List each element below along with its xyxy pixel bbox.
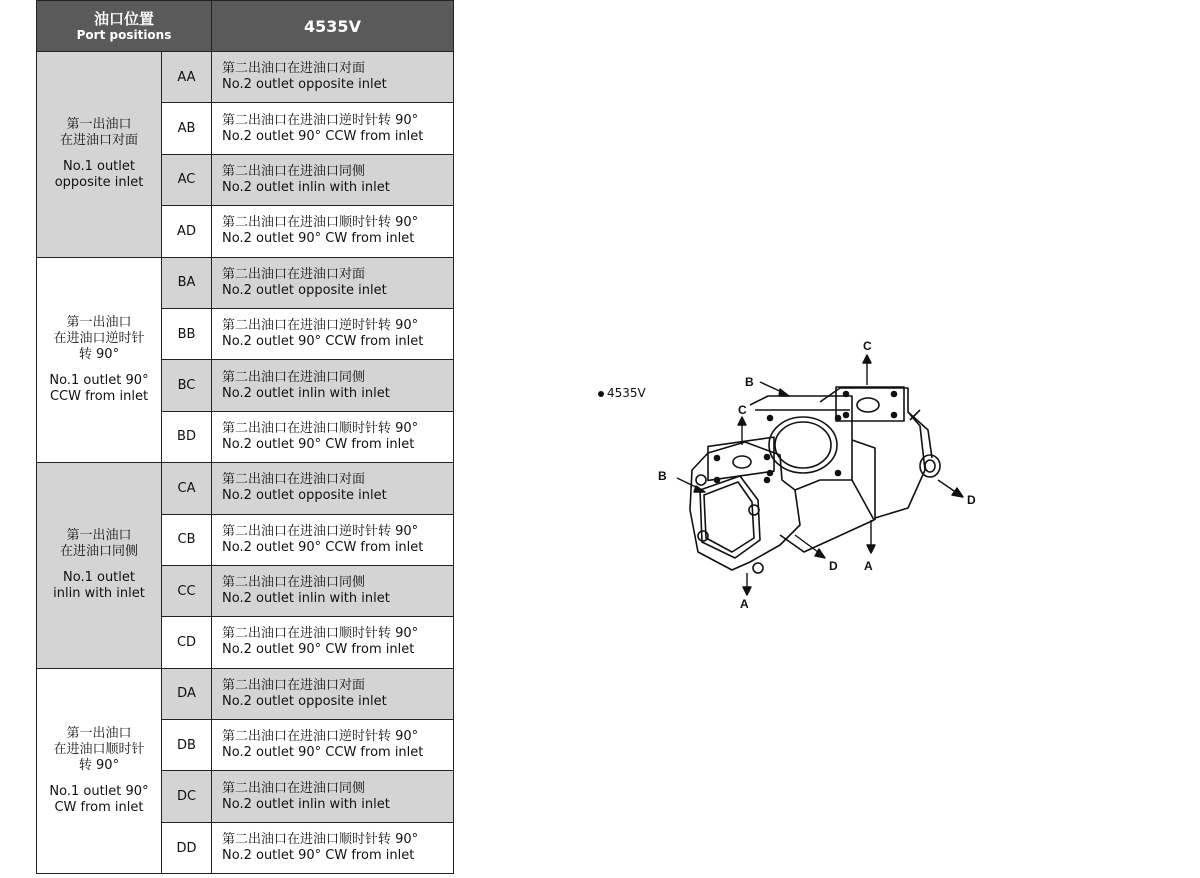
- header-model: 4535V: [212, 1, 454, 52]
- port-code: AB: [162, 103, 212, 154]
- description-en: No.2 outlet 90° CW from inlet: [222, 848, 415, 864]
- port-code: CC: [162, 565, 212, 616]
- pump-diagram: [590, 330, 1000, 620]
- port-description: [212, 514, 454, 565]
- header-port-positions: [37, 1, 212, 52]
- description-en: No.2 outlet 90° CW from inlet: [222, 231, 415, 247]
- port-positions-table: [36, 0, 454, 874]
- group-cell: [37, 52, 162, 258]
- port-description: [212, 565, 454, 616]
- description-en: No.2 outlet opposite inlet: [222, 488, 387, 504]
- description-zh: 第二出油口在进油口同侧: [222, 163, 366, 179]
- description-zh: 第二出油口在进油口顺时针转 90°: [222, 832, 419, 848]
- group-cell: [37, 668, 162, 874]
- port-code: BD: [162, 411, 212, 462]
- description-en: No.2 outlet inlin with inlet: [222, 591, 390, 607]
- port-code: CD: [162, 617, 212, 668]
- port-code: BC: [162, 360, 212, 411]
- description-zh: 第二出油口在进油口同侧: [222, 369, 366, 385]
- group-label-en: No.1 outlet opposite inlet: [54, 159, 144, 191]
- port-description: [212, 668, 454, 719]
- port-description: [212, 720, 454, 771]
- port-description: [212, 103, 454, 154]
- group-label-en: No.1 outlet 90° CCW from inlet: [49, 372, 149, 404]
- port-code: BB: [162, 308, 212, 359]
- port-description: [212, 411, 454, 462]
- group-label-zh: 第一出油口 在进油口同侧: [59, 528, 138, 560]
- label-b-front: B: [658, 469, 667, 483]
- description-en: No.2 outlet 90° CW from inlet: [222, 642, 415, 658]
- port-description: [212, 617, 454, 668]
- description-en: No.2 outlet 90° CCW from inlet: [222, 745, 424, 761]
- port-description: [212, 308, 454, 359]
- description-zh: 第二出油口在进油口对面: [222, 61, 366, 77]
- label-d-rear: D: [967, 493, 976, 507]
- table-row: [37, 668, 454, 719]
- description-zh: 第二出油口在进油口对面: [222, 266, 366, 282]
- group-label-en: No.1 outlet inlin with inlet: [53, 570, 145, 602]
- description-zh: 第二出油口在进油口对面: [222, 677, 366, 693]
- port-description: [212, 154, 454, 205]
- group-label-zh: 第一出油口 在进油口逆时针 转 90°: [53, 314, 145, 362]
- description-zh: 第二出油口在进油口逆时针转 90°: [222, 112, 419, 128]
- description-en: No.2 outlet inlin with inlet: [222, 179, 390, 195]
- description-zh: 第二出油口在进油口逆时针转 90°: [222, 318, 419, 334]
- header-title-zh: 油口位置: [93, 9, 154, 28]
- group-cell: [37, 257, 162, 463]
- port-code: AC: [162, 154, 212, 205]
- port-code: CB: [162, 514, 212, 565]
- port-description: [212, 360, 454, 411]
- port-code: AA: [162, 52, 212, 103]
- group-label-zh: 第一出油口 在进油口顺时针 转 90°: [53, 725, 145, 773]
- label-c-rear: C: [863, 339, 872, 353]
- group-label-en: No.1 outlet 90° CW from inlet: [49, 783, 149, 815]
- model-label-text: 4535V: [607, 386, 646, 400]
- description-en: No.2 outlet opposite inlet: [222, 693, 387, 709]
- description-en: No.2 outlet 90° CW from inlet: [222, 436, 415, 452]
- port-code: DA: [162, 668, 212, 719]
- description-zh: 第二出油口在进油口顺时针转 90°: [222, 420, 419, 436]
- port-description: [212, 257, 454, 308]
- description-en: No.2 outlet 90° CCW from inlet: [222, 539, 424, 555]
- description-zh: 第二出油口在进油口顺时针转 90°: [222, 215, 419, 231]
- header-title-en: Port positions: [76, 27, 172, 42]
- table-row: [37, 463, 454, 514]
- description-en: No.2 outlet inlin with inlet: [222, 385, 390, 401]
- label-c-front: C: [738, 403, 747, 417]
- port-description: [212, 771, 454, 822]
- label-a-rear: A: [864, 559, 873, 573]
- description-zh: 第二出油口在进油口逆时针转 90°: [222, 729, 419, 745]
- description-zh: 第二出油口在进油口对面: [222, 472, 366, 488]
- description-zh: 第二出油口在进油口顺时针转 90°: [222, 626, 419, 642]
- port-code: CA: [162, 463, 212, 514]
- description-en: No.2 outlet 90° CCW from inlet: [222, 334, 424, 350]
- description-en: No.2 outlet opposite inlet: [222, 282, 387, 298]
- group-label-zh: 第一出油口 在进油口对面: [59, 117, 138, 149]
- description-zh: 第二出油口在进油口同侧: [222, 780, 366, 796]
- pump-drawing: [590, 330, 1000, 620]
- port-description: [212, 463, 454, 514]
- port-code: DC: [162, 771, 212, 822]
- label-d-front: D: [829, 559, 838, 573]
- port-code: DD: [162, 822, 212, 873]
- port-description: [212, 822, 454, 873]
- port-code: BA: [162, 257, 212, 308]
- group-cell: [37, 463, 162, 669]
- table-row: [37, 52, 454, 103]
- description-en: No.2 outlet opposite inlet: [222, 77, 387, 93]
- port-description: [212, 52, 454, 103]
- label-a-front: A: [740, 597, 749, 611]
- description-en: No.2 outlet inlin with inlet: [222, 796, 390, 812]
- port-description: [212, 206, 454, 257]
- port-code: DB: [162, 720, 212, 771]
- table-row: [37, 257, 454, 308]
- description-zh: 第二出油口在进油口同侧: [222, 575, 366, 591]
- label-b-rear: B: [745, 375, 754, 389]
- port-code: AD: [162, 206, 212, 257]
- description-zh: 第二出油口在进油口逆时针转 90°: [222, 523, 419, 539]
- description-en: No.2 outlet 90° CCW from inlet: [222, 128, 424, 144]
